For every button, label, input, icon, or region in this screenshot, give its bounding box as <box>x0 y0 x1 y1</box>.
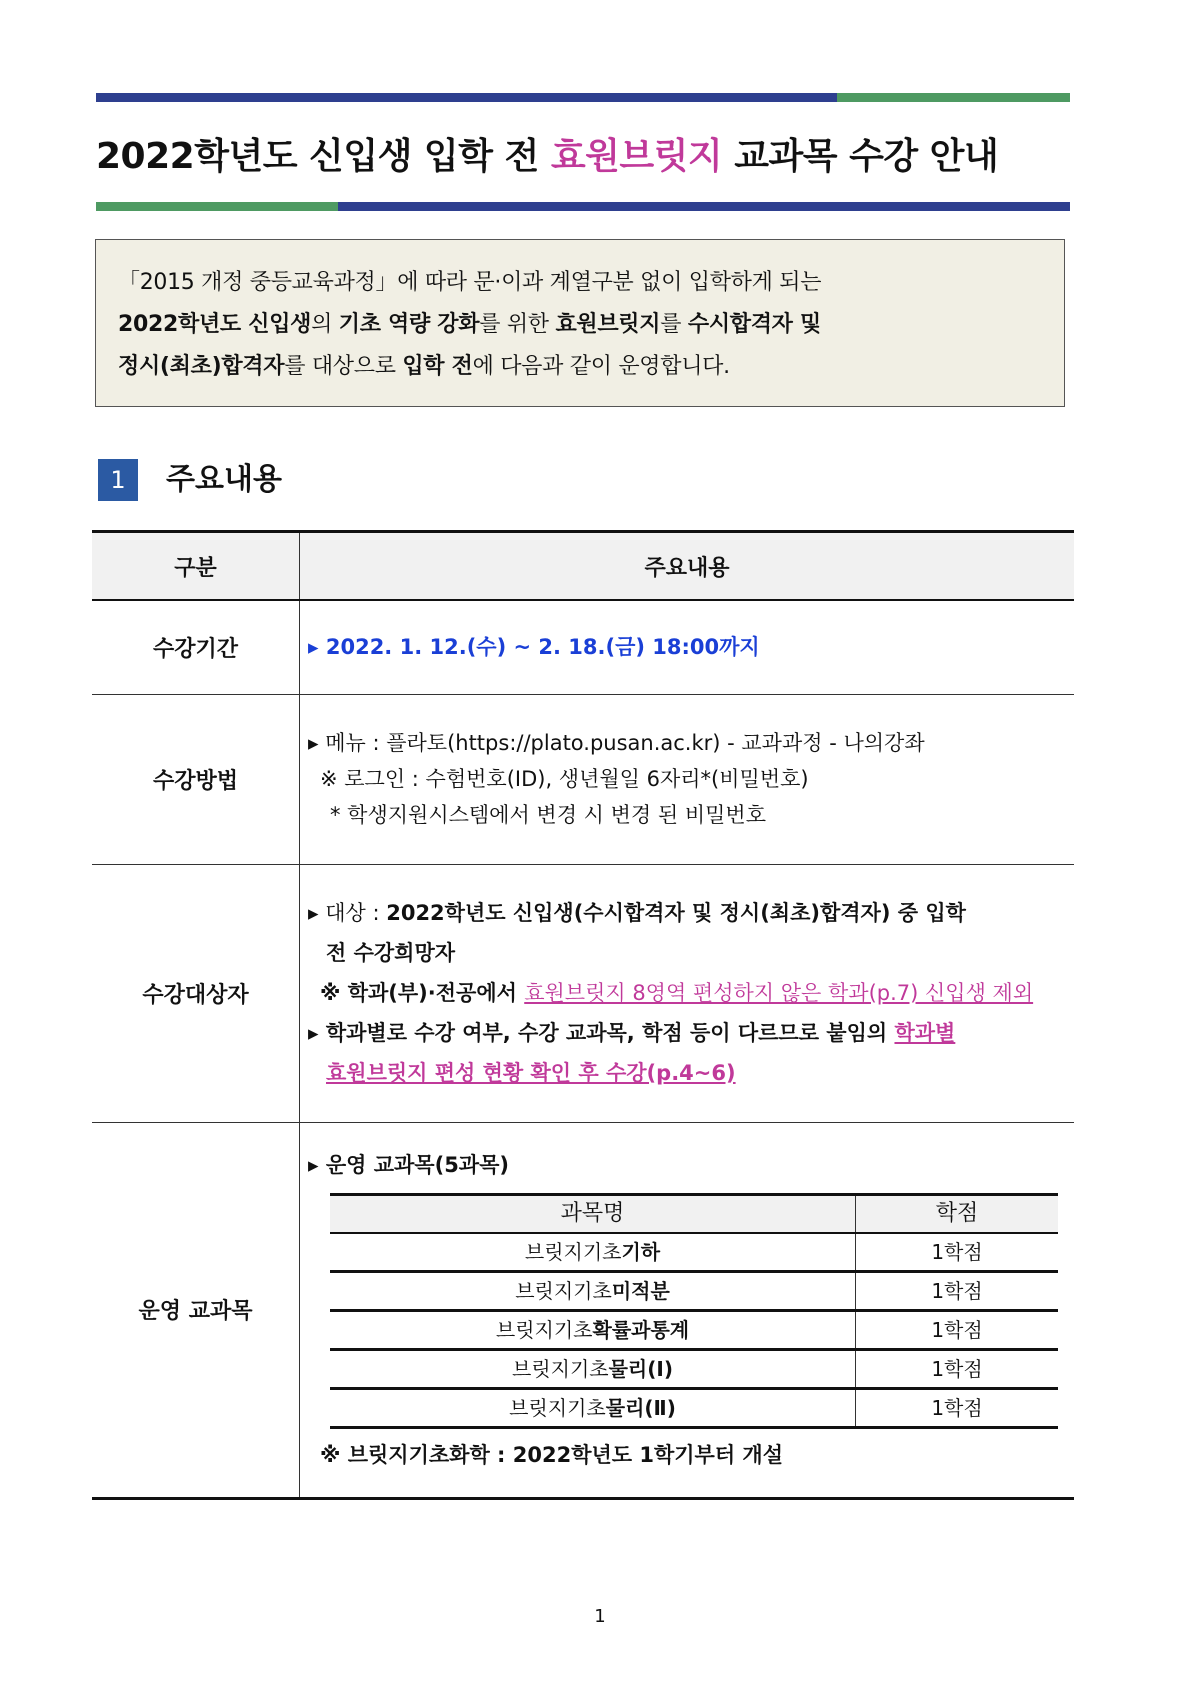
row-courses <box>92 1122 1074 1498</box>
target-line-5: 효원브릿지 편성 현황 확인 후 수강(p.4~6) <box>326 1061 736 1085</box>
table-header-row <box>92 532 1074 601</box>
method-note: * 학생지원시스템에서 변경 시 변경 된 비밀번호 <box>330 803 766 827</box>
row-label: 운영 교과목 <box>92 1122 300 1498</box>
target-line-2: 전 수강희망자 <box>326 941 456 965</box>
table-row: 브릿지기초미적분 1학점 <box>330 1271 1058 1310</box>
col-header-credit: 학점 <box>856 1194 1059 1233</box>
col-header-course: 과목명 <box>330 1194 856 1233</box>
bottom-bar-navy <box>338 202 1070 211</box>
row-label: 수강방법 <box>92 694 300 864</box>
period-value: ▸ 2022. 1. 12.(수) ~ 2. 18.(금) 18:00까지 <box>308 635 760 660</box>
intro-line-1: 「2015 개정 중등교육과정」에 따라 문·이과 계열구분 없이 입학하게 되는 <box>118 270 822 295</box>
top-bar-green <box>837 93 1070 102</box>
page-number: 1 <box>594 1606 606 1627</box>
row-method <box>92 694 1074 864</box>
title-highlight: 효원브릿지 <box>550 136 723 177</box>
section-title: 주요내용 <box>166 462 282 497</box>
table-row: 브릿지기초물리(Ⅱ) 1학점 <box>330 1388 1058 1427</box>
method-login: ※ 로그인 : 수험번호(ID), 생년월일 6자리*(비밀번호) <box>320 767 809 791</box>
row-target <box>92 864 1074 1122</box>
row-label: 수강대상자 <box>92 864 300 1122</box>
target-line-4: ▸ 학과별로 수강 여부, 수강 교과목, 학점 등이 다르므로 붙임의 학과별 <box>308 1021 956 1045</box>
page-title: 2022학년도 신입생 입학 전 효원브릿지 교과목 수강 안내 <box>96 136 999 177</box>
intro-line-3: 정시(최초)합격자를 대상으로 입학 전에 다음과 같이 운영합니다. <box>118 354 730 379</box>
courses-heading: ▸ 운영 교과목(5과목) <box>308 1152 509 1177</box>
target-note: ※ 학과(부)·전공에서 효원브릿지 8영역 편성하지 않은 학과(p.7) 신입생 제외 <box>320 981 1034 1005</box>
courses-note: ※ 브릿지기초화학 : 2022학년도 1학기부터 개설 <box>320 1442 784 1467</box>
table-row: 브릿지기초기하 1학점 <box>330 1233 1058 1272</box>
method-menu: ▸ 메뉴 : 플라토(https://plato.pusan.ac.kr) - 교과과정 - 나의강좌 <box>308 731 925 755</box>
row-period <box>92 600 1074 694</box>
target-line-1: ▸ 대상 : 2022학년도 신입생(수시합격자 및 정시(최초)합격자) 중 입학 <box>308 901 966 925</box>
table-row: 브릿지기초물리(Ⅰ) 1학점 <box>330 1349 1058 1388</box>
courses-table <box>330 1193 1058 1429</box>
intro-box <box>95 239 1065 407</box>
header-category: 구분 <box>92 532 300 601</box>
header-content: 주요내용 <box>300 532 1075 601</box>
row-label: 수강기간 <box>92 600 300 694</box>
section-number-badge: 1 <box>98 459 138 501</box>
table-row: 브릿지기초확률과통계 1학점 <box>330 1310 1058 1349</box>
bottom-bar-green <box>96 202 338 211</box>
intro-line-2: 2022학년도 신입생의 기초 역량 강화를 위한 효원브릿지를 수시합격자 및 <box>118 312 821 337</box>
main-table <box>92 530 1074 1500</box>
top-bar-navy <box>96 93 837 102</box>
